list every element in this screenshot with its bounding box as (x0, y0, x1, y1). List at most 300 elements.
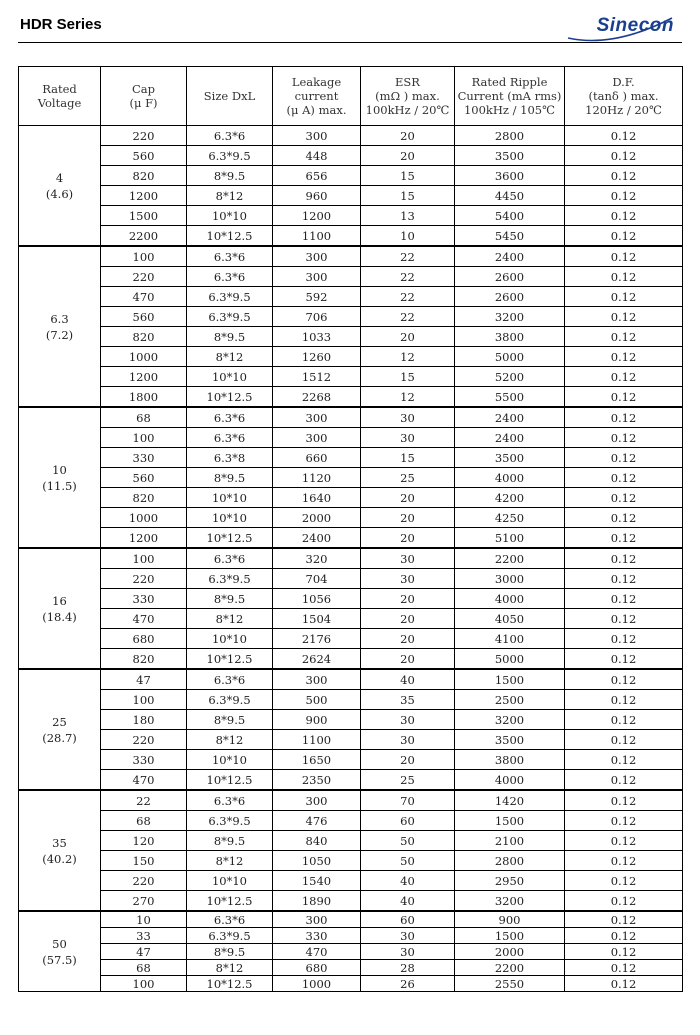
ripple-cell: 2200 (455, 960, 565, 976)
cap-cell: 220 (101, 871, 187, 891)
size-cell: 6.3*9.5 (187, 928, 273, 944)
df-cell: 0.12 (565, 327, 683, 347)
cap-cell: 220 (101, 730, 187, 750)
leakage-cell: 1200 (273, 206, 361, 226)
header-esr (361, 67, 455, 126)
df-cell: 0.12 (565, 246, 683, 267)
header-line: Size DxL (203, 89, 256, 103)
size-cell: 10*10 (187, 508, 273, 528)
esr-cell: 30 (361, 428, 455, 448)
table-row (19, 669, 683, 690)
leakage-cell: 1540 (273, 871, 361, 891)
cap-cell: 33 (101, 928, 187, 944)
table-row (19, 871, 683, 891)
rated-voltage-value: 4 (55, 170, 64, 185)
leakage-cell: 680 (273, 960, 361, 976)
ripple-cell: 3500 (455, 448, 565, 468)
df-cell: 0.12 (565, 629, 683, 649)
table-row (19, 287, 683, 307)
ripple-cell: 3500 (455, 730, 565, 750)
table-row (19, 126, 683, 146)
table-row (19, 407, 683, 428)
table-row (19, 468, 683, 488)
leakage-cell: 592 (273, 287, 361, 307)
size-cell: 6.3*9.5 (187, 811, 273, 831)
esr-cell: 20 (361, 609, 455, 629)
size-cell: 8*12 (187, 186, 273, 206)
table-row (19, 226, 683, 247)
size-cell: 6.3*9.5 (187, 690, 273, 710)
esr-cell: 22 (361, 287, 455, 307)
ripple-cell: 2400 (455, 407, 565, 428)
esr-cell: 30 (361, 730, 455, 750)
leakage-cell: 900 (273, 710, 361, 730)
size-cell: 8*12 (187, 851, 273, 871)
table-row (19, 750, 683, 770)
cap-cell: 10 (101, 911, 187, 928)
table-row (19, 347, 683, 367)
header-line: D.F. (612, 75, 635, 89)
rated-voltage-value: 50 (52, 936, 67, 951)
size-cell: 8*9.5 (187, 166, 273, 186)
cap-cell: 1200 (101, 367, 187, 387)
header-dissipation-factor (565, 67, 683, 126)
cap-cell: 68 (101, 811, 187, 831)
voltage-cell (19, 669, 101, 790)
header-line: 120Hz / 20℃ (585, 103, 662, 117)
size-cell: 6.3*6 (187, 267, 273, 287)
size-cell: 6.3*6 (187, 548, 273, 569)
leakage-cell: 300 (273, 669, 361, 690)
table-body (19, 126, 683, 992)
ripple-cell: 2600 (455, 287, 565, 307)
cap-cell: 47 (101, 944, 187, 960)
leakage-cell: 1640 (273, 488, 361, 508)
table-row (19, 811, 683, 831)
df-cell: 0.12 (565, 146, 683, 166)
esr-cell: 20 (361, 589, 455, 609)
brand-logo: Sinecon (596, 15, 674, 36)
cap-cell: 100 (101, 428, 187, 448)
table-row (19, 770, 683, 791)
df-cell: 0.12 (565, 206, 683, 226)
df-cell: 0.12 (565, 186, 683, 206)
table-row (19, 831, 683, 851)
ripple-cell: 2600 (455, 267, 565, 287)
cap-cell: 1200 (101, 528, 187, 549)
size-cell: 10*12.5 (187, 528, 273, 549)
leakage-cell: 706 (273, 307, 361, 327)
cap-cell: 820 (101, 166, 187, 186)
cap-cell: 470 (101, 770, 187, 791)
cap-cell: 820 (101, 327, 187, 347)
size-cell: 8*9.5 (187, 327, 273, 347)
df-cell: 0.12 (565, 730, 683, 750)
ripple-cell: 1500 (455, 669, 565, 690)
header-size (187, 67, 273, 126)
size-cell: 10*12.5 (187, 891, 273, 912)
leakage-cell: 300 (273, 790, 361, 811)
size-cell: 10*10 (187, 750, 273, 770)
header-line: (μ A) max. (286, 103, 347, 117)
table-row (19, 609, 683, 629)
header-rated-voltage (19, 67, 101, 126)
table-row (19, 307, 683, 327)
esr-cell: 20 (361, 629, 455, 649)
size-cell: 8*9.5 (187, 589, 273, 609)
size-cell: 10*10 (187, 488, 273, 508)
surge-voltage-value: (11.5) (42, 478, 77, 493)
table-header-row (19, 67, 683, 126)
esr-cell: 20 (361, 327, 455, 347)
df-cell: 0.12 (565, 589, 683, 609)
df-cell: 0.12 (565, 770, 683, 791)
table-row (19, 367, 683, 387)
leakage-cell: 840 (273, 831, 361, 851)
rated-voltage-value: 6.3 (50, 311, 69, 326)
leakage-cell: 960 (273, 186, 361, 206)
esr-cell: 20 (361, 528, 455, 549)
leakage-cell: 2268 (273, 387, 361, 408)
ripple-cell: 3800 (455, 327, 565, 347)
voltage-cell (19, 790, 101, 911)
size-cell: 10*12.5 (187, 226, 273, 247)
df-cell: 0.12 (565, 609, 683, 629)
ripple-cell: 1500 (455, 928, 565, 944)
esr-cell: 40 (361, 871, 455, 891)
leakage-cell: 1504 (273, 609, 361, 629)
table-row (19, 928, 683, 944)
voltage-cell (19, 548, 101, 669)
esr-cell: 30 (361, 710, 455, 730)
table-row (19, 186, 683, 206)
leakage-cell: 476 (273, 811, 361, 831)
df-cell: 0.12 (565, 669, 683, 690)
df-cell: 0.12 (565, 960, 683, 976)
table-row (19, 428, 683, 448)
esr-cell: 20 (361, 508, 455, 528)
leakage-cell: 2624 (273, 649, 361, 670)
df-cell: 0.12 (565, 710, 683, 730)
esr-cell: 22 (361, 307, 455, 327)
table-row (19, 448, 683, 468)
header-line: Cap (131, 82, 156, 96)
df-cell: 0.12 (565, 448, 683, 468)
ripple-cell: 2950 (455, 871, 565, 891)
cap-cell: 1000 (101, 347, 187, 367)
esr-cell: 22 (361, 246, 455, 267)
cap-cell: 2200 (101, 226, 187, 247)
ripple-cell: 900 (455, 911, 565, 928)
leakage-cell: 1056 (273, 589, 361, 609)
esr-cell: 20 (361, 126, 455, 146)
esr-cell: 40 (361, 891, 455, 912)
leakage-cell: 300 (273, 267, 361, 287)
cap-cell: 330 (101, 589, 187, 609)
series-title: HDR Series (20, 16, 102, 33)
cap-cell: 470 (101, 287, 187, 307)
ripple-cell: 4200 (455, 488, 565, 508)
size-cell: 10*10 (187, 206, 273, 226)
leakage-cell: 1033 (273, 327, 361, 347)
leakage-cell: 2000 (273, 508, 361, 528)
esr-cell: 30 (361, 944, 455, 960)
ripple-cell: 4250 (455, 508, 565, 528)
leakage-cell: 300 (273, 407, 361, 428)
cap-cell: 270 (101, 891, 187, 912)
table-row (19, 891, 683, 912)
cap-cell: 150 (101, 851, 187, 871)
size-cell: 6.3*6 (187, 790, 273, 811)
df-cell: 0.12 (565, 528, 683, 549)
ripple-cell: 5000 (455, 649, 565, 670)
size-cell: 10*10 (187, 871, 273, 891)
leakage-cell: 300 (273, 428, 361, 448)
cap-cell: 820 (101, 649, 187, 670)
ripple-cell: 2100 (455, 831, 565, 851)
size-cell: 6.3*9.5 (187, 146, 273, 166)
leakage-cell: 448 (273, 146, 361, 166)
df-cell: 0.12 (565, 569, 683, 589)
table-row (19, 246, 683, 267)
df-cell: 0.12 (565, 267, 683, 287)
rated-voltage-value: 16 (52, 593, 67, 608)
table-row (19, 569, 683, 589)
esr-cell: 28 (361, 960, 455, 976)
cap-cell: 820 (101, 488, 187, 508)
cap-cell: 100 (101, 690, 187, 710)
header-capacitance (101, 67, 187, 126)
df-cell: 0.12 (565, 166, 683, 186)
ripple-cell: 4000 (455, 589, 565, 609)
cap-cell: 47 (101, 669, 187, 690)
size-cell: 8*9.5 (187, 710, 273, 730)
ripple-cell: 2400 (455, 246, 565, 267)
ripple-cell: 3200 (455, 307, 565, 327)
ripple-cell: 3200 (455, 891, 565, 912)
esr-cell: 40 (361, 669, 455, 690)
cap-cell: 22 (101, 790, 187, 811)
leakage-cell: 704 (273, 569, 361, 589)
esr-cell: 60 (361, 811, 455, 831)
ripple-cell: 5000 (455, 347, 565, 367)
cap-cell: 560 (101, 307, 187, 327)
esr-cell: 20 (361, 488, 455, 508)
df-cell: 0.12 (565, 548, 683, 569)
size-cell: 6.3*8 (187, 448, 273, 468)
header-line: Leakage (291, 75, 342, 89)
leakage-cell: 300 (273, 126, 361, 146)
df-cell: 0.12 (565, 488, 683, 508)
size-cell: 8*9.5 (187, 468, 273, 488)
page-header (0, 0, 700, 44)
leakage-cell: 330 (273, 928, 361, 944)
surge-voltage-value: (40.2) (42, 851, 77, 866)
esr-cell: 60 (361, 911, 455, 928)
df-cell: 0.12 (565, 347, 683, 367)
cap-cell: 68 (101, 407, 187, 428)
leakage-cell: 1260 (273, 347, 361, 367)
df-cell: 0.12 (565, 891, 683, 912)
surge-voltage-value: (28.7) (42, 730, 77, 745)
cap-cell: 1500 (101, 206, 187, 226)
table-row (19, 911, 683, 928)
table-row (19, 710, 683, 730)
header-line: 100kHz / 20℃ (365, 103, 450, 117)
table-row (19, 387, 683, 408)
cap-cell: 220 (101, 126, 187, 146)
ripple-cell: 5500 (455, 387, 565, 408)
leakage-cell: 656 (273, 166, 361, 186)
leakage-cell: 2400 (273, 528, 361, 549)
leakage-cell: 1000 (273, 976, 361, 992)
leakage-cell: 660 (273, 448, 361, 468)
size-cell: 6.3*6 (187, 911, 273, 928)
table-row (19, 730, 683, 750)
size-cell: 8*12 (187, 609, 273, 629)
cap-cell: 1800 (101, 387, 187, 408)
leakage-cell: 500 (273, 690, 361, 710)
rated-voltage-value: 25 (52, 714, 67, 729)
ripple-cell: 2500 (455, 690, 565, 710)
voltage-cell (19, 246, 101, 407)
table-row (19, 206, 683, 226)
esr-cell: 15 (361, 448, 455, 468)
ripple-cell: 5200 (455, 367, 565, 387)
df-cell: 0.12 (565, 508, 683, 528)
df-cell: 0.12 (565, 944, 683, 960)
df-cell: 0.12 (565, 976, 683, 992)
leakage-cell: 320 (273, 548, 361, 569)
table-row (19, 976, 683, 992)
header-divider (18, 42, 682, 43)
header-line: Rated (42, 82, 77, 96)
df-cell: 0.12 (565, 428, 683, 448)
header-line: (mΩ ) max. (375, 89, 440, 103)
table-row (19, 649, 683, 670)
cap-cell: 330 (101, 448, 187, 468)
leakage-cell: 300 (273, 911, 361, 928)
ripple-cell: 3200 (455, 710, 565, 730)
header-line: (μ F) (129, 96, 158, 110)
ripple-cell: 1420 (455, 790, 565, 811)
spec-table (18, 66, 683, 992)
esr-cell: 35 (361, 690, 455, 710)
cap-cell: 560 (101, 146, 187, 166)
esr-cell: 50 (361, 831, 455, 851)
df-cell: 0.12 (565, 387, 683, 408)
esr-cell: 50 (361, 851, 455, 871)
leakage-cell: 1120 (273, 468, 361, 488)
esr-cell: 25 (361, 770, 455, 791)
header-line: 100kHz / 105℃ (463, 103, 555, 117)
df-cell: 0.12 (565, 307, 683, 327)
ripple-cell: 4000 (455, 770, 565, 791)
ripple-cell: 5400 (455, 206, 565, 226)
table-row (19, 327, 683, 347)
header-leakage-current (273, 67, 361, 126)
size-cell: 6.3*9.5 (187, 287, 273, 307)
esr-cell: 15 (361, 367, 455, 387)
leakage-cell: 2176 (273, 629, 361, 649)
ripple-cell: 2200 (455, 548, 565, 569)
size-cell: 6.3*9.5 (187, 569, 273, 589)
size-cell: 6.3*6 (187, 246, 273, 267)
ripple-cell: 2000 (455, 944, 565, 960)
cap-cell: 100 (101, 246, 187, 267)
ripple-cell: 4450 (455, 186, 565, 206)
table-row (19, 944, 683, 960)
size-cell: 6.3*6 (187, 428, 273, 448)
ripple-cell: 2550 (455, 976, 565, 992)
esr-cell: 20 (361, 146, 455, 166)
esr-cell: 12 (361, 387, 455, 408)
ripple-cell: 3800 (455, 750, 565, 770)
df-cell: 0.12 (565, 851, 683, 871)
leakage-cell: 1512 (273, 367, 361, 387)
surge-voltage-value: (57.5) (42, 952, 77, 967)
df-cell: 0.12 (565, 126, 683, 146)
esr-cell: 30 (361, 928, 455, 944)
cap-cell: 1200 (101, 186, 187, 206)
table-row (19, 790, 683, 811)
table-row (19, 528, 683, 549)
df-cell: 0.12 (565, 831, 683, 851)
voltage-cell (19, 407, 101, 548)
size-cell: 8*9.5 (187, 944, 273, 960)
ripple-cell: 2400 (455, 428, 565, 448)
df-cell: 0.12 (565, 690, 683, 710)
df-cell: 0.12 (565, 367, 683, 387)
esr-cell: 13 (361, 206, 455, 226)
ripple-cell: 5450 (455, 226, 565, 247)
ripple-cell: 3000 (455, 569, 565, 589)
size-cell: 6.3*6 (187, 126, 273, 146)
table-row (19, 166, 683, 186)
esr-cell: 15 (361, 186, 455, 206)
size-cell: 6.3*6 (187, 407, 273, 428)
size-cell: 10*10 (187, 629, 273, 649)
esr-cell: 30 (361, 569, 455, 589)
df-cell: 0.12 (565, 928, 683, 944)
leakage-cell: 470 (273, 944, 361, 960)
leakage-cell: 1100 (273, 226, 361, 247)
ripple-cell: 3500 (455, 146, 565, 166)
size-cell: 6.3*9.5 (187, 307, 273, 327)
rated-voltage-value: 10 (52, 462, 67, 477)
header-line: current (294, 89, 339, 103)
esr-cell: 20 (361, 750, 455, 770)
leakage-cell: 1050 (273, 851, 361, 871)
df-cell: 0.12 (565, 226, 683, 247)
ripple-cell: 1500 (455, 811, 565, 831)
cap-cell: 560 (101, 468, 187, 488)
df-cell: 0.12 (565, 468, 683, 488)
cap-cell: 100 (101, 976, 187, 992)
cap-cell: 1000 (101, 508, 187, 528)
table-row (19, 589, 683, 609)
header-line: (tanδ ) max. (588, 89, 659, 103)
df-cell: 0.12 (565, 790, 683, 811)
surge-voltage-value: (7.2) (45, 327, 74, 342)
header-line: Rated Ripple (471, 75, 548, 89)
df-cell: 0.12 (565, 811, 683, 831)
esr-cell: 10 (361, 226, 455, 247)
ripple-cell: 4000 (455, 468, 565, 488)
table-row (19, 548, 683, 569)
size-cell: 10*10 (187, 367, 273, 387)
rated-voltage-value: 35 (52, 835, 67, 850)
